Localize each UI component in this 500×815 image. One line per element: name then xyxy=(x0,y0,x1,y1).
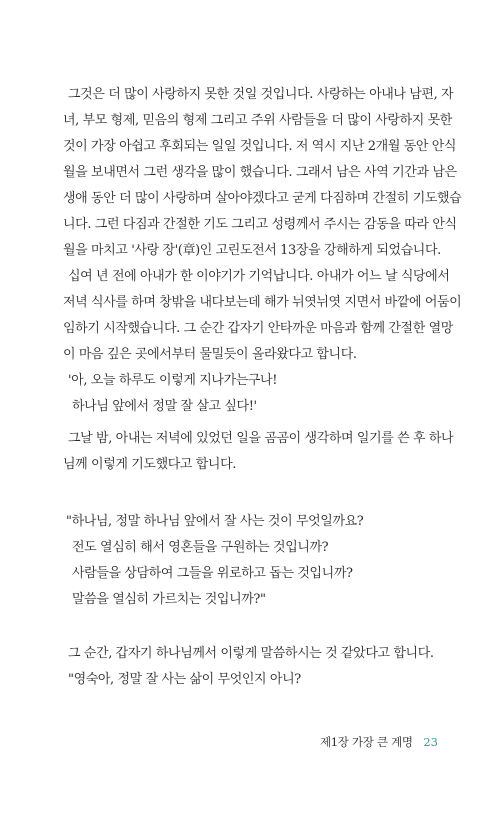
quote-line-2: 하나님 앞에서 정말 잘 살고 싶다!' xyxy=(72,399,257,414)
paragraph-3-line-2: 님께 이렇게 기도했다고 합니다. xyxy=(63,457,236,472)
paragraph-2-line-4: 이 마음 깊은 곳에서부터 물밀듯이 올라왔다고 합니다. xyxy=(63,347,357,362)
paragraph-1-line-4: 월을 보내면서 그런 생각을 많이 했습니다. 그래서 남은 사역 기간과 남은 xyxy=(63,165,457,180)
chapter-title: 제1장 가장 큰 계명 xyxy=(319,735,413,749)
page-footer xyxy=(320,735,438,749)
prayer-line-3: 사람들을 상담하여 그들을 위로하고 돕는 것입니까? xyxy=(72,566,353,581)
paragraph-1-line-6: 니다. 그런 다짐과 간절한 기도 그리고 성령께서 주시는 감동을 따라 안식 xyxy=(63,217,457,232)
paragraph-2-line-1: 십여 년 전에 아내가 한 이야기가 기억납니다. 아내가 어느 날 식당에서 xyxy=(68,269,450,284)
page-number: 23 xyxy=(423,735,438,749)
paragraph-2-line-3: 임하기 시작했습니다. 그 순간 갑자기 안타까운 마음과 함께 간절한 열망 xyxy=(63,321,453,336)
paragraph-1-line-5: 생애 동안 더 많이 사랑하며 살아야겠다고 굳게 다짐하며 간절히 기도했습 xyxy=(63,191,462,206)
paragraph-1-line-2: 녀, 부모 형제, 믿음의 형제 그리고 주위 사람들을 더 많이 사랑하지 못한 xyxy=(63,113,452,128)
paragraph-2-line-2: 저녁 식사를 하며 창밖을 내다보는데 해가 뉘엿뉘엿 지면서 바깥에 어둠이 xyxy=(63,295,462,310)
quote-line-1: '아, 오늘 하루도 이렇게 지나가는구나! xyxy=(68,373,278,388)
paragraph-1-line-3: 것이 가장 아쉽고 후회되는 일일 것입니다. 저 역시 지난 2개월 동안 안식 xyxy=(63,139,457,154)
paragraph-1-line-7: 월을 마치고 '사랑 장'(章)인 고린도전서 13장을 강해하게 되었습니다. xyxy=(63,243,441,258)
prayer-line-2: 전도 열심히 해서 영혼들을 구원하는 것입니까? xyxy=(72,540,329,555)
prayer-line-4: 말씀을 열심히 가르치는 것입니까?" xyxy=(72,592,266,607)
paragraph-4-line-1: 그 순간, 갑자기 하나님께서 이렇게 말씀하시는 것 같았다고 합니다. xyxy=(68,646,434,661)
paragraph-4-line-2: "영숙아, 정말 잘 사는 삶이 무엇인지 아니? xyxy=(68,672,301,687)
paragraph-3-line-1: 그날 밤, 아내는 저녁에 있었던 일을 곰곰이 생각하며 일기를 쓴 후 하나 xyxy=(68,431,454,446)
prayer-line-1: "하나님, 정말 하나님 앞에서 잘 사는 것이 무엇일까요? xyxy=(66,514,364,529)
paragraph-1-line-1: 그것은 더 많이 사랑하지 못한 것일 것입니다. 사랑하는 아내나 남편, 자 xyxy=(68,87,454,102)
